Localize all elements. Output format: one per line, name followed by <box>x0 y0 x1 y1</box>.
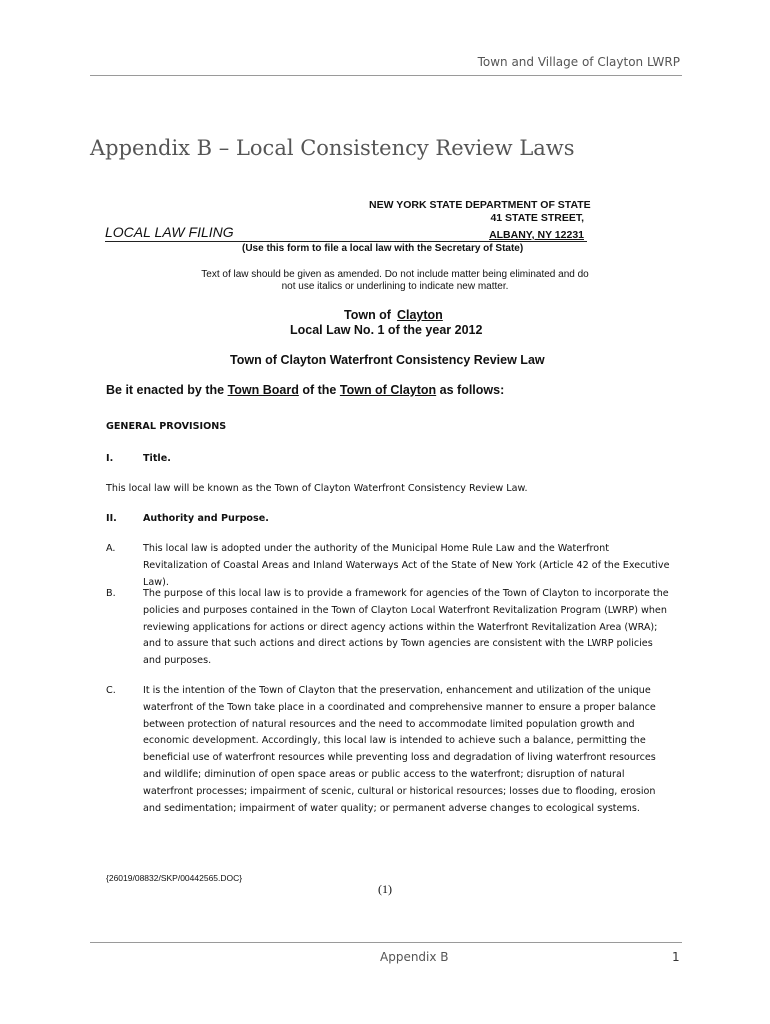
local-law-filing-label: LOCAL LAW FILING <box>105 224 234 240</box>
town-name: Clayton <box>396 308 443 322</box>
section-2-heading: Authority and Purpose. <box>143 513 269 524</box>
use-form-note: (Use this form to file a local law with the Secretary of State) <box>242 243 524 254</box>
document-reference: {26019/08832/SKP/00442565.DOC} <box>106 873 243 883</box>
footer-page-number: 1 <box>672 950 680 964</box>
enacted-mid: of the <box>302 383 337 397</box>
inner-page-number: (1) <box>378 882 392 896</box>
enactment-clause <box>106 383 504 397</box>
department-name: NEW YORK STATE DEPARTMENT OF STATE <box>369 199 591 211</box>
local-law-number: Local Law No. 1 of the year 2012 <box>290 323 483 337</box>
item-b-text: The purpose of this local law is to provide a framework for agencies of the Town of Clayton to incorporate the policies and purposes contained in the Town of Clayton Local Waterfront Revitalization Program (LWRP) when reviewing applications for actions or direct agency actions within the Waterfront Revitalization Area (WRA); and to assure that such actions and direct actions by Town agencies are consistent with the LWRP policies and purposes. <box>143 588 669 667</box>
item-b-marker: B. <box>106 588 116 599</box>
item-a-marker: A. <box>106 543 116 554</box>
department-city: ALBANY, NY 12231 <box>489 229 584 241</box>
footer-label: Appendix B <box>380 950 449 964</box>
item-a-text: This local law is adopted under the authority of the Municipal Home Rule Law and the Waterfront Revitalization of Coastal Areas and Inland Waterways Act of the State of New York (Article 42 of the Executive Law). <box>143 543 670 588</box>
enacted-post: as follows: <box>439 383 505 397</box>
section-1-text: This local law will be known as the Town of Clayton Waterfront Consistency Review Law. <box>106 483 528 494</box>
instruction-note: Text of law should be given as amended. Do not include matter being eliminated and do not use italics or underlining to indicate new matter. <box>201 269 589 292</box>
enacted-body: Town Board <box>227 383 299 397</box>
header-rule <box>90 75 682 76</box>
item-c-text: It is the intention of the Town of Clayton that the preservation, enhancement and utilization of the unique waterfront of the Town take place in a coordinated and comprehensive manner to ensure a proper balance between protection of natural resources and the need to accommodate limited population growth and economic development. Accordingly, this local law is intended to achieve such a balance, permitting the beneficial use of waterfront resources while preventing loss and degradation of living waterfront resources and wildlife; diminution of open space areas or public access to the waterfront; disruption of natural waterfront processes; impairment of scenic, cultural or historical resources; losses due to flooding, erosion and sedimentation; impairment of water quality; or permanent adverse changes to ecological systems. <box>143 685 656 814</box>
section-1-marker: I. <box>106 453 114 464</box>
section-1-heading: Title. <box>143 453 171 464</box>
running-header: Town and Village of Clayton LWRP <box>477 55 680 69</box>
general-provisions-heading: GENERAL PROVISIONS <box>106 421 227 432</box>
law-title: Town of Clayton Waterfront Consistency Review Law <box>230 353 545 367</box>
town-line <box>344 308 443 322</box>
town-prefix: Town of <box>344 308 391 322</box>
enacted-town: Town of Clayton <box>339 383 437 397</box>
appendix-title: Appendix B – Local Consistency Review Laws <box>90 136 575 160</box>
item-c-marker: C. <box>106 685 116 696</box>
footer-rule <box>90 942 682 943</box>
enacted-pre: Be it enacted by the <box>106 383 225 397</box>
department-street: 41 STATE STREET, <box>490 212 584 224</box>
section-2-marker: II. <box>106 513 117 524</box>
